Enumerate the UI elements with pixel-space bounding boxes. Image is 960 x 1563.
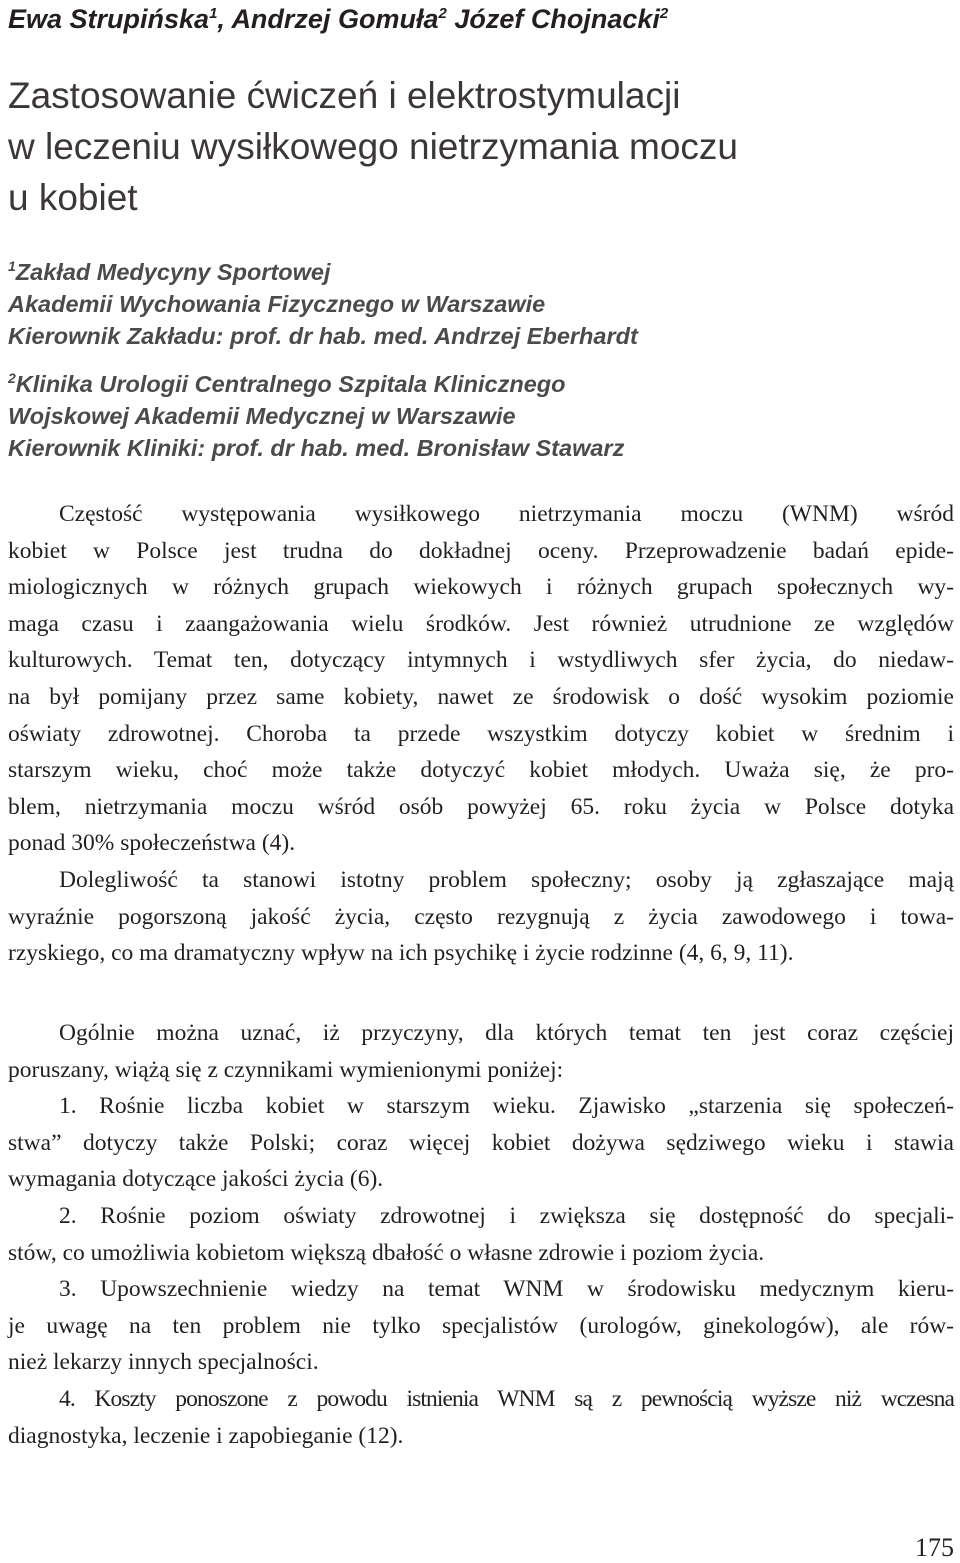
- affiliation-line: Akademii Wychowania Fizycznego w Warszawie: [8, 290, 546, 317]
- list-item-line: nież lekarzy innych specjalności.: [8, 1349, 319, 1376]
- title-line: w leczeniu wysiłkowego nietrzymania moczu: [8, 126, 739, 167]
- affiliation-marker: 2: [8, 370, 16, 386]
- page-number: 175: [915, 1533, 954, 1562]
- list-item-line: 3. Upowszechnienie wiedzy na temat WNM w środowisku medycznym kieru-: [59, 1276, 954, 1303]
- list-item-line: diagnostyka, leczenie i zapobieganie (12).: [8, 1422, 404, 1449]
- affiliation-1: [8, 250, 948, 352]
- body-line: oświaty zdrowotnej. Choroba ta przede wszystkim dotyczy kobiet w średnim i: [8, 720, 954, 747]
- affiliation-line: $^1$Zakład Medycyny Sportowej: [8, 258, 331, 285]
- body-line: ponad 30% społeczeństwa (4).: [8, 830, 296, 857]
- list-item-line: je uwagę na ten problem nie tylko specjalistów (urologów, ginekologów), ale rów-: [8, 1312, 954, 1339]
- list-item-line: stwa” dotyczy także Polski; coraz więcej kobiet dożywa sędziwego wieku i stawia: [8, 1129, 954, 1156]
- affiliation-2: [8, 362, 948, 464]
- list-item-line: 4. Koszty ponoszone z powodu istnienia WNM są z pewnością wyższe niż wczesna: [59, 1385, 954, 1412]
- body-line: wyraźnie pogorszoną jakość życia, często rezygnują z życia zawodowego i towa-: [8, 903, 954, 930]
- title-line: Zastosowanie ćwiczeń i elektrostymulacji: [8, 75, 681, 116]
- author-line: [8, 4, 668, 35]
- body-line: maga czasu i zaangażowania wielu środków. Jest również utrudnione ze względów: [8, 610, 954, 637]
- author-affiliation-marker: 2: [438, 5, 447, 22]
- title-line: u kobiet: [8, 177, 138, 218]
- affiliation-line: Kierownik Kliniki: prof. dr hab. med. Bronisław Stawarz: [8, 434, 625, 461]
- affiliation-line: Kierownik Zakładu: prof. dr hab. med. Andrzej Eberhardt: [8, 322, 638, 349]
- author-affiliation-marker: 1: [209, 5, 218, 22]
- body-line: Częstość występowania wysiłkowego nietrzymania moczu (WNM) wśród: [59, 501, 954, 527]
- body-line: starszym wieku, choć może także dotyczyć kobiet młodych. Uważa się, że pro-: [8, 757, 954, 784]
- body-line: kulturowych. Temat ten, dotyczący intymnych i wstydliwych sfer życia, do niedaw-: [8, 647, 954, 674]
- article-title: [8, 70, 948, 223]
- affiliation-marker: 1: [8, 258, 16, 274]
- author-name: Józef Chojnacki: [454, 4, 660, 34]
- body-line: na był pomijany przez same kobiety, nawet ze środowisk o dość wysokim poziomie: [8, 683, 954, 710]
- body-line: Dolegliwość ta stanowi istotny problem społeczny; osoby ją zgłaszające mają: [59, 866, 954, 893]
- author-affiliation-marker: 2: [659, 5, 669, 22]
- body-line: Ogólnie można uznać, iż przyczyny, dla których temat ten jest coraz częściej: [59, 1020, 954, 1046]
- body-line: rzyskiego, co ma dramatyczny wpływ na ich psychikę i życie rodzinne (4, 6, 9, 11).: [8, 940, 794, 967]
- affiliation-line: Wojskowej Akademii Medycznej w Warszawie: [8, 402, 516, 429]
- list-item-line: wymagania dotyczące jakości życia (6).: [8, 1166, 384, 1193]
- list-item-line: 1. Rośnie liczba kobiet w starszym wieku. Zjawisko „starzenia się społeczeń-: [59, 1093, 954, 1120]
- author-name: Andrzej Gomuła: [231, 4, 439, 34]
- body-line: poruszany, wiążą się z czynnikami wymienionymi poniżej:: [8, 1056, 564, 1083]
- author-separator: ,: [217, 4, 232, 34]
- body-line: kobiet w Polsce jest trudna do dokładnej oceny. Przeprowadzenie badań epide-: [8, 537, 954, 564]
- affiliation-line: $^2$Klinika Urologii Centralnego Szpitala Klinicznego: [8, 370, 566, 397]
- body-line: blem, nietrzymania moczu wśród osób powyżej 65. roku życia w Polsce dotyka: [8, 793, 954, 820]
- body-paragraph-causes: [8, 1015, 954, 1454]
- body-line: miologicznych w różnych grupach wiekowych i różnych grupach społecznych wy-: [8, 574, 954, 601]
- body-paragraph-intro: [8, 496, 954, 972]
- author-name: Ewa Strupińska: [8, 4, 210, 34]
- list-item-line: 2. Rośnie poziom oświaty zdrowotnej i zwiększa się dostępność do specjali-: [59, 1202, 954, 1229]
- list-item-line: stów, co umożliwia kobietom większą dbałość o własne zdrowie i poziom życia.: [8, 1239, 765, 1266]
